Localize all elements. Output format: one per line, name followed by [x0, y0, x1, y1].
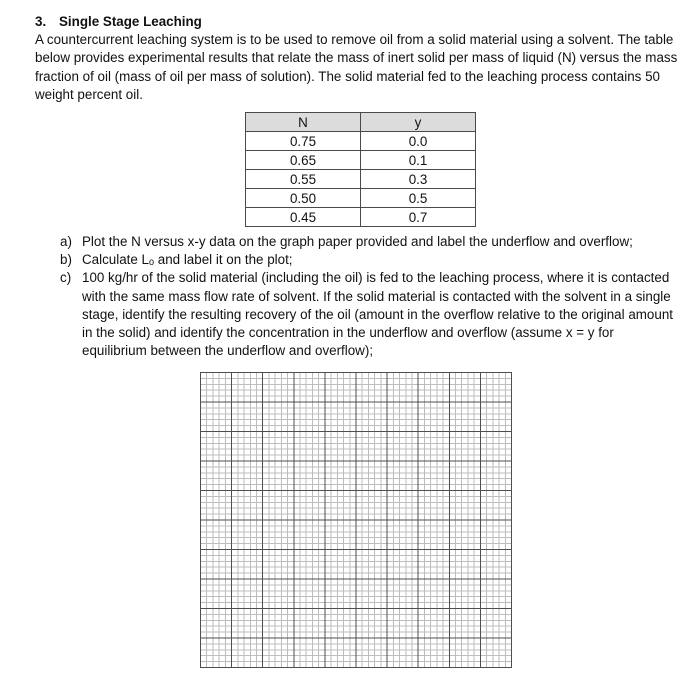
table-row: [246, 208, 476, 227]
cell-n: 0.65: [246, 151, 361, 170]
cell-n: 0.50: [246, 189, 361, 208]
problem-intro: A countercurrent leaching system is to be used to remove oil from a solid material using a solvent. The table below provides experimental results that relate the mass of inert solid per mass of liquid (N) versus the mass fraction of oil (mass of oil per mass of solution). The solid material fed to the leaching process contains 50 weight percent oil.: [35, 32, 678, 102]
cell-n: 0.75: [246, 132, 361, 151]
part-a: [60, 233, 676, 251]
part-c: [60, 269, 676, 360]
problem-parts-list: [35, 233, 676, 360]
part-b: [60, 251, 676, 269]
cell-y: 0.7: [361, 208, 476, 227]
part-c-text: 100 kg/hr of the solid material (including the oil) is fed to the leaching process, where it is contacted with the same mass flow rate of solvent. If the solid material is contacted with the solvent in a single stage, identify the resulting recovery of the oil (amount in the overflow relative to the original amount in the solid) and identify the concentration in the underflow and overflow (assume x = y for equilibrium between the underflow and overflow);: [82, 270, 673, 359]
n-y-data-table: [245, 112, 476, 227]
part-a-label: a): [60, 234, 72, 250]
graph-paper-grid: [200, 372, 512, 668]
cell-y: 0.3: [361, 170, 476, 189]
part-b-text: Calculate Lₒ and label it on the plot;: [82, 252, 293, 268]
part-b-label: b): [60, 252, 72, 268]
col-header-y: y: [361, 113, 476, 132]
table-row: [246, 151, 476, 170]
problem-title-text: Single Stage Leaching: [59, 14, 202, 29]
problem-number: 3.: [35, 14, 47, 29]
cell-y: 0.0: [361, 132, 476, 151]
cell-n: 0.55: [246, 170, 361, 189]
table-row: [246, 132, 476, 151]
problem-title: [35, 13, 676, 31]
table-header-row: [246, 113, 476, 132]
table-row: [246, 189, 476, 208]
cell-y: 0.5: [361, 189, 476, 208]
table-row: [246, 170, 476, 189]
part-c-label: c): [60, 270, 72, 286]
cell-n: 0.45: [246, 208, 361, 227]
part-a-text: Plot the N versus x-y data on the graph paper provided and label the underflow and overflow;: [82, 234, 633, 250]
col-header-n: N: [246, 113, 361, 132]
cell-y: 0.1: [361, 151, 476, 170]
